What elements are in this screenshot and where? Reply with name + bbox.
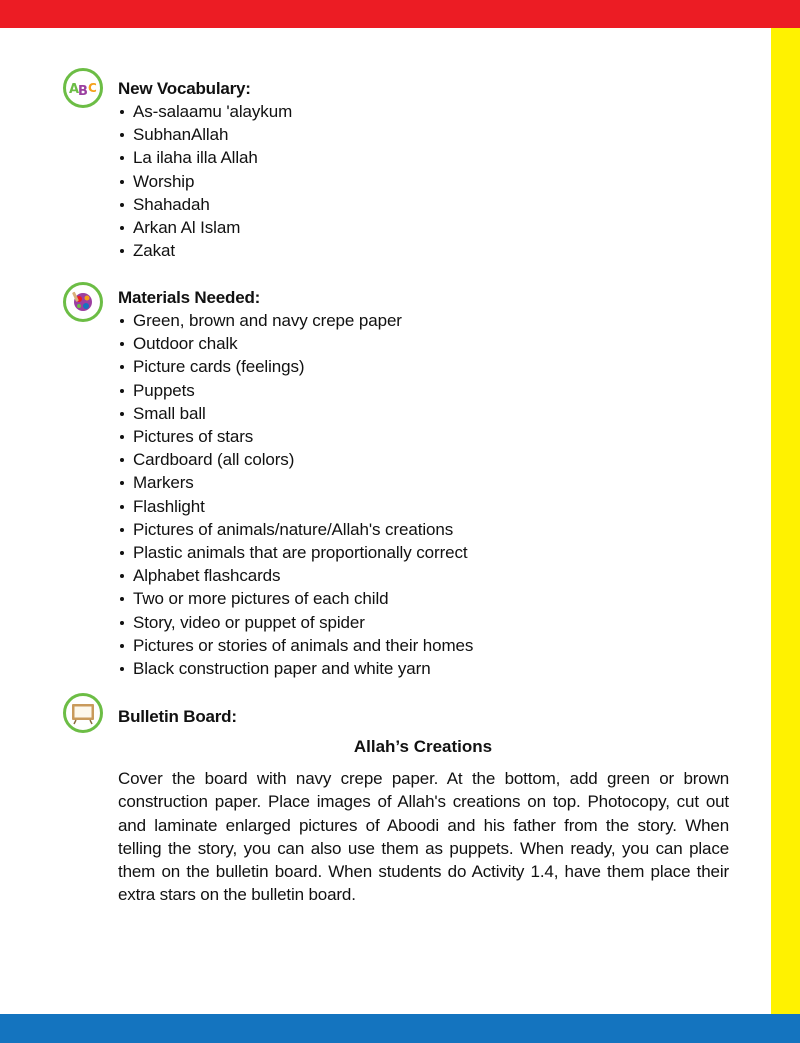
list-item: Pictures of animals/nature/Allah's creations	[118, 518, 738, 541]
list-item: La ilaha illa Allah	[118, 146, 738, 169]
list-item: Worship	[118, 170, 738, 193]
bulletin-heading: Bulletin Board:	[118, 707, 237, 726]
list-item: Pictures or stories of animals and their homes	[118, 634, 738, 657]
list-item: Pictures of stars	[118, 425, 738, 448]
list-item: Markers	[118, 471, 738, 494]
bulletin-paragraph: Cover the board with navy crepe paper. At the bottom, add green or brown construction paper. Place images of Allah's creations on top. Photocopy, cut out and laminate enlarged pictures of Aboodi and his father from the story. When telling the story, you can also use them as puppets. When ready, you can place them on the bulletin board. When students do Activity 1.4, have them place their extra stars on the bulletin board.	[118, 769, 729, 905]
abc-letters-icon	[63, 68, 103, 108]
bulletin-title: Allah’s Creations	[353, 737, 493, 756]
list-item: Picture cards (feelings)	[118, 355, 738, 378]
list-item: Story, video or puppet of spider	[118, 611, 738, 634]
list-item: Two or more pictures of each child	[118, 587, 738, 610]
vocabulary-section	[118, 77, 738, 262]
list-item: As-salaamu 'alaykum	[118, 100, 738, 123]
vocabulary-heading: New Vocabulary:	[118, 79, 251, 98]
bulletin-board-icon	[63, 693, 103, 733]
right-border-bar	[771, 28, 800, 1014]
top-border-bar	[0, 0, 800, 28]
list-item: Plastic animals that are proportionally correct	[118, 541, 738, 564]
craft-supplies-icon	[63, 282, 103, 322]
list-item: Small ball	[118, 402, 738, 425]
list-item: Outdoor chalk	[118, 332, 738, 355]
list-item: SubhanAllah	[118, 123, 738, 146]
list-item: Black construction paper and white yarn	[118, 657, 738, 680]
list-item: Arkan Al Islam	[118, 216, 738, 239]
svg-text:B: B	[78, 84, 88, 99]
vocabulary-list	[118, 100, 738, 262]
list-item: Puppets	[118, 379, 738, 402]
list-item: Flashlight	[118, 495, 738, 518]
bulletin-section	[118, 705, 738, 728]
materials-section	[118, 286, 738, 680]
list-item: Cardboard (all colors)	[118, 448, 738, 471]
list-item: Zakat	[118, 239, 738, 262]
svg-text:A: A	[69, 82, 80, 97]
list-item: Alphabet flashcards	[118, 564, 738, 587]
list-item: Green, brown and navy crepe paper	[118, 309, 738, 332]
materials-list	[118, 309, 738, 680]
materials-heading: Materials Needed:	[118, 288, 261, 307]
svg-text:C: C	[88, 81, 97, 95]
bottom-border-bar	[0, 1014, 800, 1043]
list-item: Shahadah	[118, 193, 738, 216]
